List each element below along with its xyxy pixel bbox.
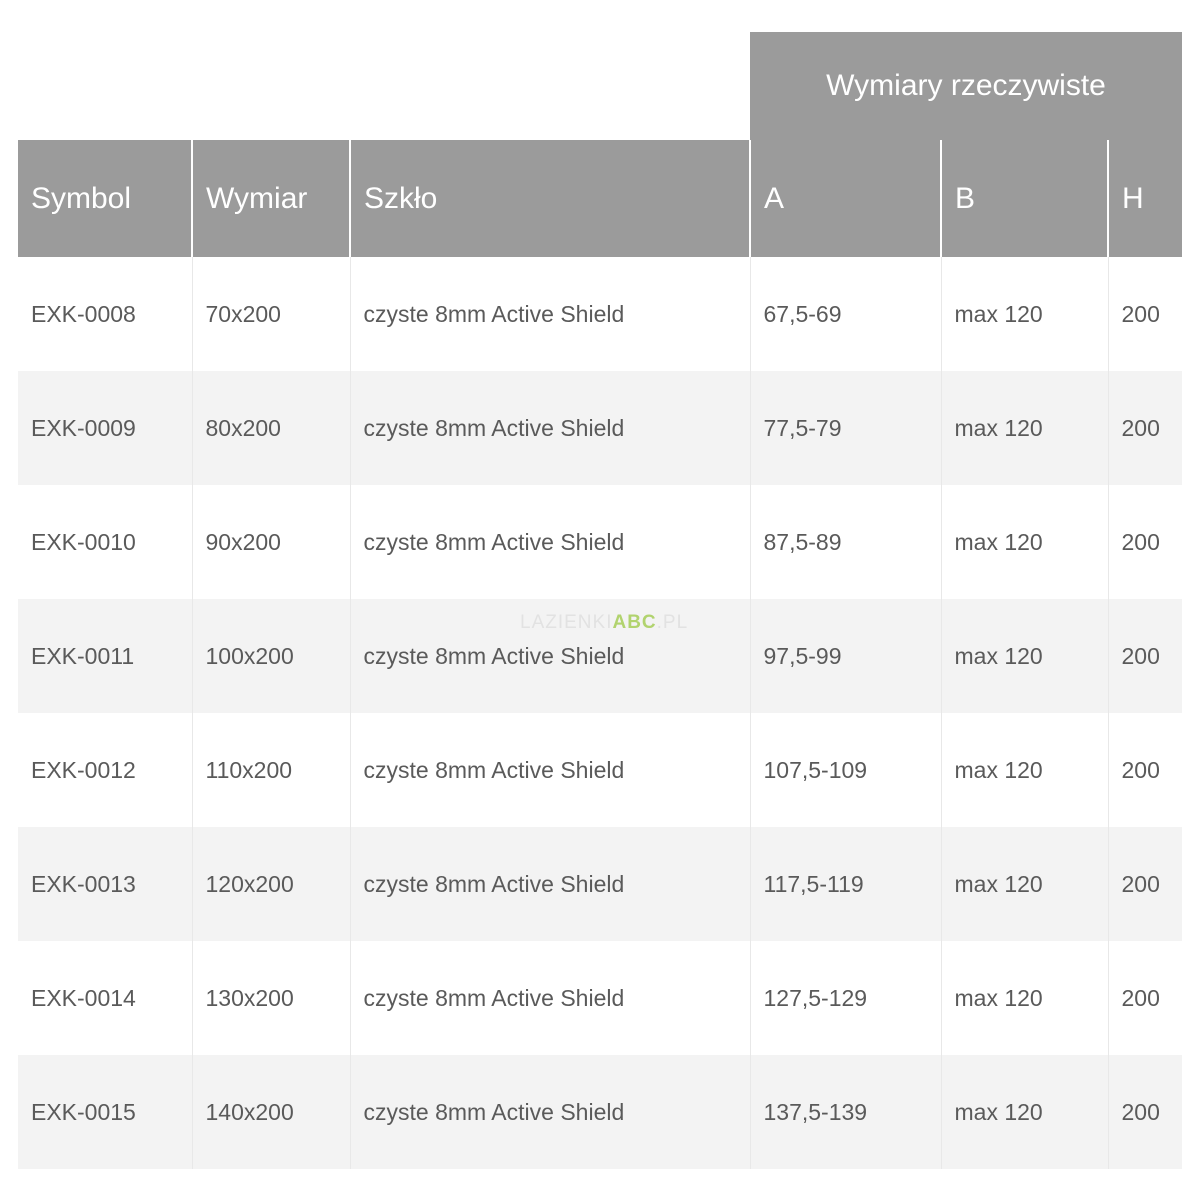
- header-b: B: [941, 140, 1108, 257]
- table-row: [18, 599, 1182, 713]
- header-a: A: [750, 140, 941, 257]
- cell-b: max 120: [941, 713, 1108, 827]
- cell-b: max 120: [941, 599, 1108, 713]
- cell-b: max 120: [941, 485, 1108, 599]
- cell-symbol: EXK-0010: [31, 528, 136, 555]
- header-symbol: Symbol: [18, 140, 192, 257]
- cell-size: 100x200: [192, 599, 350, 713]
- cell-a: 77,5-79: [750, 371, 941, 485]
- table-row: [18, 257, 1182, 371]
- cell-h: 200: [1108, 485, 1182, 599]
- group-header-actual-dimensions: [750, 32, 1182, 140]
- cell-h: 200: [1108, 371, 1182, 485]
- header-glass: Szkło: [350, 140, 750, 257]
- cell-b: max 120: [941, 827, 1108, 941]
- cell-a: 97,5-99: [750, 599, 941, 713]
- cell-size: 70x200: [192, 257, 350, 371]
- cell-a: 87,5-89: [750, 485, 941, 599]
- cell-b: max 120: [941, 371, 1108, 485]
- cell-size: 130x200: [192, 941, 350, 1055]
- cell-h: 200: [1108, 599, 1182, 713]
- cell-a: 117,5-119: [750, 827, 941, 941]
- cell-h: 200: [1108, 257, 1182, 371]
- table-row: [18, 713, 1182, 827]
- cell-glass: czyste 8mm Active Shield: [350, 257, 750, 371]
- cell-glass: czyste 8mm Active Shield: [350, 371, 750, 485]
- table-row: [18, 941, 1182, 1055]
- cell-symbol: EXK-0014: [31, 984, 136, 1011]
- cell-symbol: EXK-0011: [18, 599, 192, 713]
- cell-symbol: EXK-0013: [18, 827, 192, 941]
- cell-a: 107,5-109: [750, 713, 941, 827]
- cell-glass: czyste 8mm Active Shield: [350, 941, 750, 1055]
- cell-glass: czyste 8mm Active Shield: [350, 827, 750, 941]
- cell-glass: czyste 8mm Active Shield: [350, 713, 750, 827]
- cell-glass: czyste 8mm Active Shield: [350, 1055, 750, 1169]
- header-h: H: [1108, 140, 1182, 257]
- cell-b: max 120: [941, 1055, 1108, 1169]
- cell-size: 80x200: [192, 371, 350, 485]
- cell-size: 110x200: [192, 713, 350, 827]
- cell-b: max 120: [941, 941, 1108, 1055]
- cell-h: 200: [1108, 827, 1182, 941]
- cell-size: 90x200: [192, 485, 350, 599]
- table-row: [18, 371, 1182, 485]
- cell-h: 200: [1108, 713, 1182, 827]
- cell-size: 120x200: [192, 827, 350, 941]
- cell-glass: czyste 8mm Active Shield: [350, 485, 750, 599]
- group-header-label: Wymiary rzeczywiste: [826, 69, 1106, 102]
- dimensions-table: [18, 140, 1182, 1169]
- header-size: Wymiar: [192, 140, 350, 257]
- cell-glass: czyste 8mm Active Shield: [350, 599, 750, 713]
- cell-a: 67,5-69: [750, 257, 941, 371]
- table-row: [18, 485, 1182, 599]
- table-row: [18, 1055, 1182, 1169]
- cell-symbol: EXK-0012: [31, 756, 136, 783]
- cell-symbol: EXK-0015: [18, 1055, 192, 1169]
- cell-symbol: EXK-0008: [31, 300, 136, 327]
- cell-symbol: EXK-0009: [18, 371, 192, 485]
- cell-h: 200: [1108, 941, 1182, 1055]
- cell-size: 140x200: [192, 1055, 350, 1169]
- table-row: [18, 827, 1182, 941]
- cell-h: 200: [1108, 1055, 1182, 1169]
- watermark-accent: ABC: [612, 612, 657, 633]
- cell-a: 137,5-139: [750, 1055, 941, 1169]
- cell-a: 127,5-129: [750, 941, 941, 1055]
- table-header-row: [18, 140, 1182, 257]
- cell-b: max 120: [941, 257, 1108, 371]
